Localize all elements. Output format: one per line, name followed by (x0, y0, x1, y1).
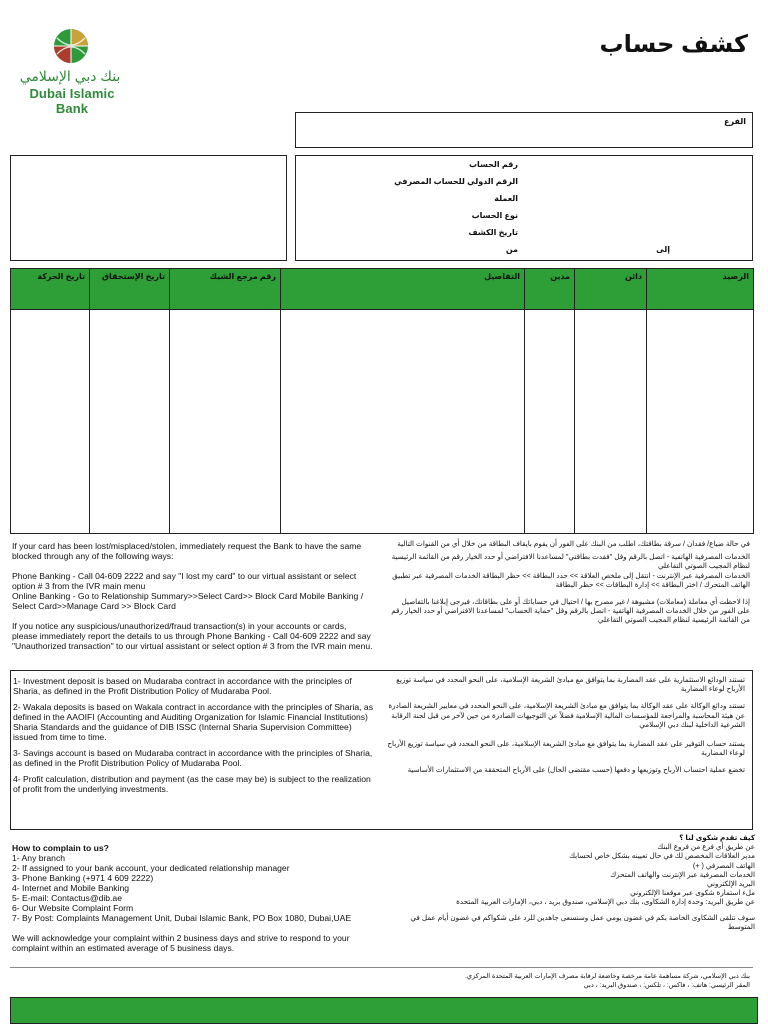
profit-notes-box (10, 670, 753, 830)
complaint-channel-item-ar: ملء استمارة شكوى عبر موقعنا الإلكتروني (630, 888, 755, 898)
globe-emblem-icon (52, 26, 90, 66)
online-banking-ar: الخدمات المصرفية عبر الإنترنت - انتقل إلى ملخص العلاقة >> حدد البطاقة >> حظر البطاقة الخدمات المصرفية عبر تطبيق الهاتف المتحرك / اختر البطاقة >> إدارة البطاقات >> حظر البطاقة (392, 570, 750, 589)
complaint-channel-item: 4- Internet and Mobile Banking (12, 883, 130, 893)
complaint-ack-note: We will acknowledge your complaint within 2 business days and strive to respond to your complaint within an estimated average of 5 business days. (12, 933, 350, 953)
profit-notes-ar (383, 675, 745, 775)
complaint-channel-item-ar: مدير العلاقات المخصص لك في حال تعيينه بشكل خاص لحسابك (569, 851, 755, 861)
account-type-label: نوع الحساب (471, 211, 518, 220)
footer-legal (330, 972, 750, 990)
table-row (11, 310, 754, 534)
complaint-channel-item: 6- Our Website Complaint Form (12, 903, 134, 913)
complaint-channel-item-ar: عن طريق البريد: وحدة إدارة الشكاوى، بنك دبي الإسلامي، صندوق بريد ، دبي، الإمارات العربية المتحدة (456, 897, 755, 907)
note-wakala-deposit: 2- Wakala deposits is based on Wakala contract in accordance with the principles of Sharia, as defined in the AAOIFI (Accounting and Auditing Organization for Islamic Financial Institutions) Sharia Standards and the guidance of DIB ISSC (Internal Sharia Supervision Committee) issued from time to time. (13, 702, 374, 742)
complaints-title: How to complain to us? (12, 843, 109, 853)
complaints-ar (395, 833, 755, 931)
table-header-row (11, 269, 754, 310)
note-savings-account: 3- Savings account is based on Mudaraba contract in accordance with the principles of Sharia, as defined in the Profit Distribution Policy of Mudaraba Pool. (13, 748, 373, 768)
fraud-report-ar: إذا لاحظت أي معاملة (معاملات) مشبوهة / غير مصرح بها / احتيال في حساباتك أو على بطاقاتك، فيرجى إبلاغنا بالتفاصيل على الفور من خلال الخدمات المصرفية الهاتفية - اتصل بالرقم وقل "حماية الحساب" لمساعدنا الافتراضي أو حدد الخيار رقم من القائمة الرئيسية لنظام المجيب الصوتي التفاعلي (391, 597, 750, 625)
branch-label: الفرع (724, 117, 746, 126)
complaint-ack-note-ar: سوف نتلقى الشكاوى الخاصة بكم في غضون يومي عمل وسنسعى جاهدين للرد على شكواكم في غضون أيام عمل في المتوسط (410, 912, 755, 931)
complaint-channel-item: 2- If assigned to your bank account, your dedicated relationship manager (12, 863, 290, 873)
from-label: من (505, 245, 518, 254)
col-credit: دائن (575, 269, 647, 310)
col-debit: مدين (525, 269, 575, 310)
note-investment-deposit-ar: تستند الودائع الاستثمارية على عقد المضاربة بما يتوافق مع مبادئ الشريعة الإسلامية، على النحو المحدد في سياسة توزيع الأرباح لوعاء المضاربة (396, 675, 745, 694)
note-profit-calculation: 4- Profit calculation, distribution and payment (as the case may be) is subject to the realization of profit from the underlying investments. (13, 774, 371, 794)
logo-arabic-text: بنك دبي الإسلامي (19, 68, 121, 84)
complaint-channel-item-ar: البريد الإلكتروني (707, 879, 755, 889)
complaint-channel-item: 7- By Post: Complaints Management Unit, Dubai Islamic Bank, PO Box 1080, Dubai,UAE (12, 913, 352, 923)
note-savings-account-ar: يستند حساب التوفير على عقد المضاربة بما يتوافق مع مبادئ الشريعة الإسلامية، على النحو المحدد في سياسة توزيع الأرباح لوعاء المضاربة (387, 739, 745, 758)
online-banking-instructions: Online Banking - Go to Relationship Summary>>Select Card>> Block Card Mobile Banking / Select Card>>Manage Card >> Block Card (12, 591, 364, 611)
col-details: التفاصيل (281, 269, 525, 310)
bank-logo (10, 26, 130, 116)
col-value-date: تاريخ الإستحقاق (90, 269, 170, 310)
lost-card-intro-ar: في حالة ضياع/ فقدان / سرقة بطاقتك، اطلب من البنك على الفور أن يقوم بايقاف البطاقة من خلال أي من القنوات التالية (397, 539, 750, 548)
complaint-channel-item-ar: الخدمات المصرفية عبر الإنترنت والهاتف المتحرك (610, 869, 755, 879)
complaint-channel-item: 3- Phone Banking (+971 4 609 2222) (12, 873, 154, 883)
to-label: إلى (656, 245, 670, 254)
note-wakala-deposit-ar: تستند ودائع الوكالة على عقد الوكالة بما يتوافق مع مبادئ الشريعة الإسلامية، على النحو المحدد في معايير الشريعة الصادرة عن هيئة المحاسبة والمراجعة للمؤسسات المالية الإسلامية فضلاً عن التوجيهات الصادرة من حين لآخر من قبل لجنة الرقابة الشرعية الداخلية لبنك دبي الإسلامي (388, 701, 745, 729)
phone-banking-ar: الخدمات المصرفية الهاتفية - اتصل بالرقم وقل "فقدت بطاقتي" لمساعدنا الافتراضي أو حدد الخيار رقم من القائمة الرئيسية لنظام المجيب الصوتي التفاعلي (391, 552, 750, 571)
col-balance: الرصيد (647, 269, 754, 310)
lost-card-en (12, 541, 374, 651)
account-number-label: رقم الحساب (468, 160, 518, 169)
col-cheque-ref: رقم مرجع الشيك (170, 269, 281, 310)
address-box (10, 155, 287, 261)
account-info-box (295, 155, 753, 261)
branch-box (295, 112, 753, 148)
statement-date-label: تاريخ الكشف (468, 228, 518, 237)
transactions-table (10, 268, 754, 534)
footer-bar (10, 997, 758, 1024)
complaint-channel-item-ar: عن طريق أي فرع من فروع البنك (657, 842, 755, 852)
note-investment-deposit: 1- Investment deposit is based on Mudaraba contract in accordance with the principles of Sharia, as defined in the Profit Distribution Policy of Mudaraba Pool. (13, 676, 352, 696)
col-transaction-date: تاريخ الحركة (11, 269, 90, 310)
iban-label: الرقم الدولي للحساب المصرفي (394, 177, 518, 186)
profit-notes-en (13, 676, 373, 794)
logo-english-text: Dubai Islamic Bank (29, 86, 115, 116)
complaints-en (12, 843, 374, 953)
currency-label: العملة (494, 194, 518, 203)
note-profit-calculation-ar: تخضع عملية احتساب الأرباح وتوزيعها و دفعها (حسب مقتضى الحال) على الأرباح المتحققة من الاستثمارات الأساسية (407, 765, 745, 775)
lost-card-intro: If your card has been lost/misplaced/stolen, immediately request the Bank to have the same blocked through any of the following ways: (12, 541, 362, 561)
complaint-channel-item-ar: الهاتف المصرفي ( +) (692, 860, 755, 870)
lost-card-ar (390, 539, 750, 625)
complaint-channel-item: 1- Any branch (12, 853, 66, 863)
fraud-report-instructions: If you notice any suspicious/unauthorized/fraud transaction(s) in your accounts or cards, please immediately report the details to us through Phone Banking - Call 04-609 2222 and say "Unauthorized transaction" to our virtual assistant or select option # 3 from the IVR main menu. (12, 621, 373, 651)
complaints-title-ar: كيف تقدم شكوى لنا ؟ (679, 833, 755, 842)
page-title: كشف حساب (599, 31, 748, 58)
footer-legal-line-1: بنك دبي الإسلامي، شركة مساهمة عامة مرخصة وخاضعة لرقابة مصرف الإمارات العربية المتحدة المركزي. (464, 973, 750, 980)
complaint-channel-item: 5- E-mail: Contactus@dib.ae (12, 893, 122, 903)
footer-divider (10, 967, 753, 968)
footer-legal-line-2: المقر الرئيسي: هاتف: ، فاكس: ، تلكس: ، صندوق البريد: ، دبي (583, 982, 750, 989)
phone-banking-instructions: Phone Banking - Call 04-609 2222 and say "I lost my card" to our virtual assistant or select option # 3 from the IVR main menu (12, 571, 357, 591)
